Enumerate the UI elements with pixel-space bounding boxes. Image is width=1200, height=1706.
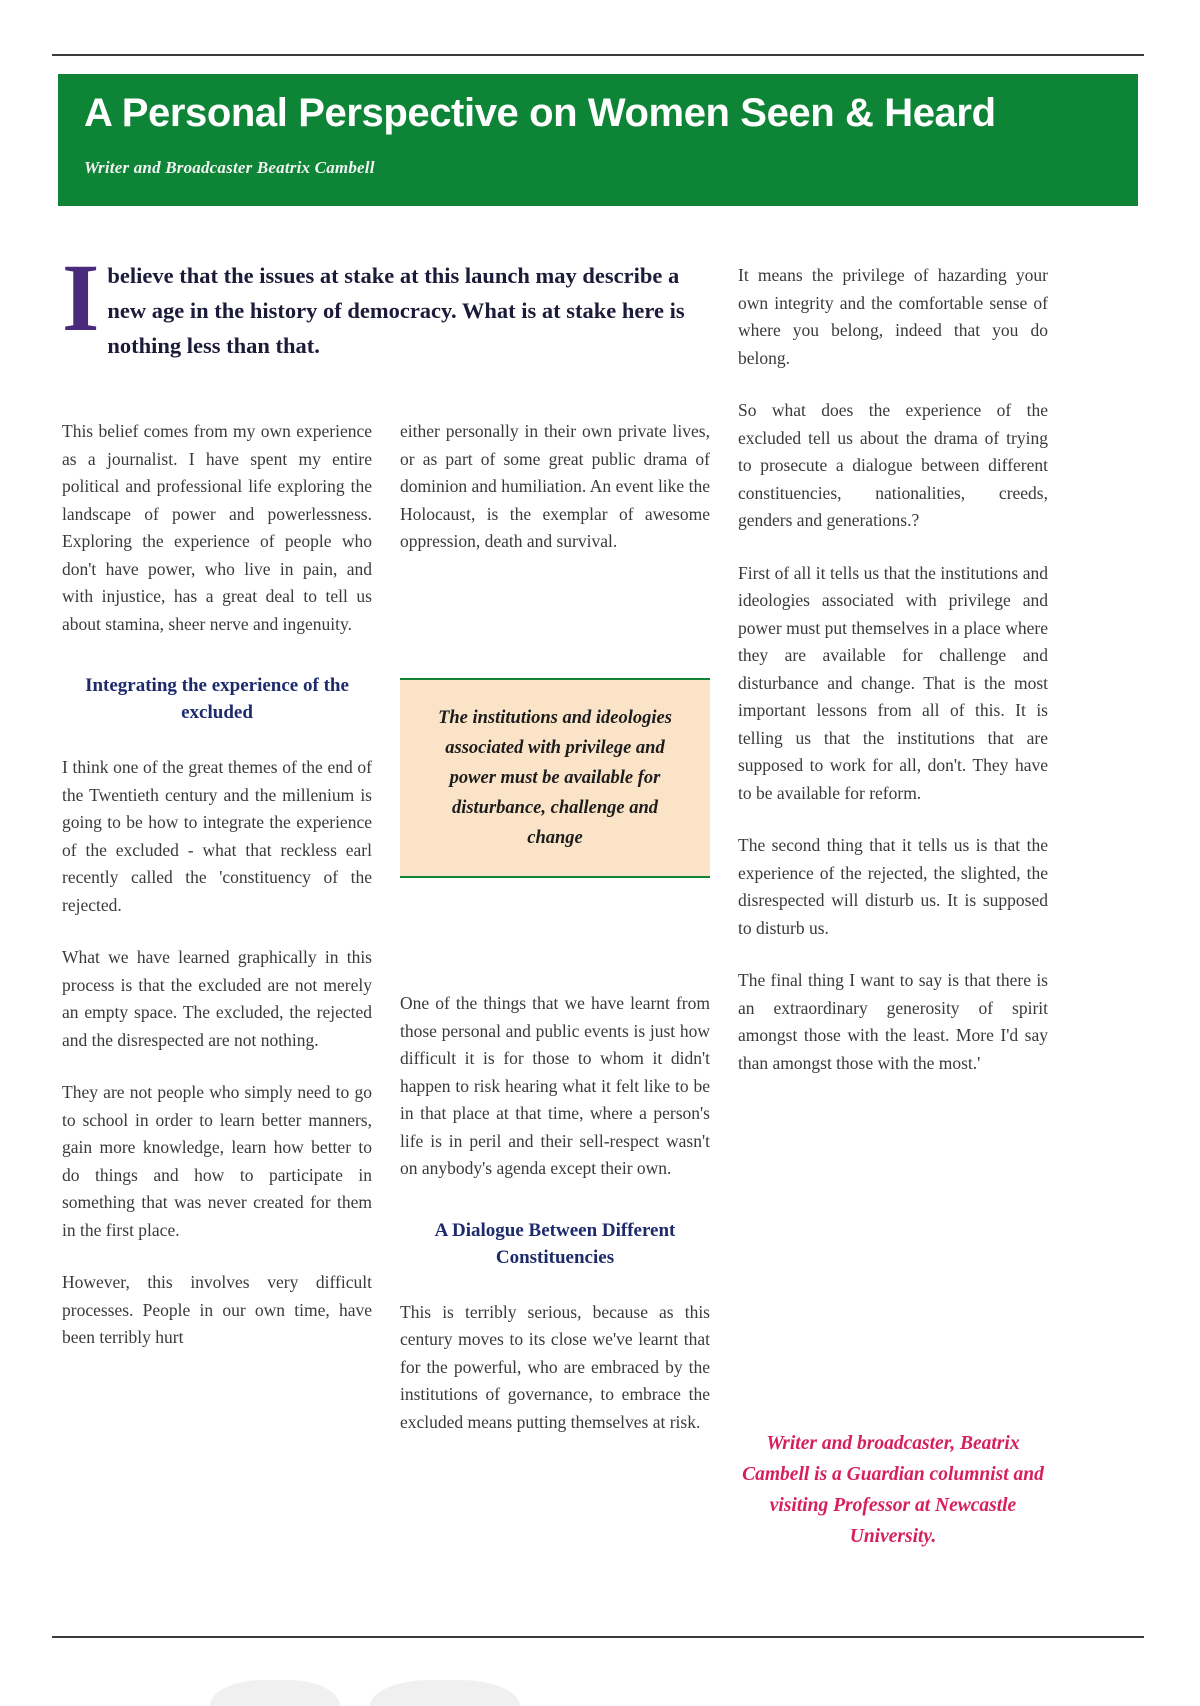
pull-quote-box bbox=[400, 678, 710, 878]
masthead-byline: Writer and Broadcaster Beatrix Cambell bbox=[84, 158, 375, 177]
top-rule bbox=[52, 54, 1144, 56]
page-title: A Personal Perspective on Women Seen & Heard bbox=[84, 91, 996, 135]
paragraph: The second thing that it tells us is that the experience of the rejected, the slighted, the disrespected will disturb us. It is supposed to disturb us. bbox=[738, 835, 1048, 938]
section-heading-integrating: Integrating the experience of the excluded bbox=[85, 675, 349, 723]
page-shadow-left bbox=[210, 1680, 340, 1706]
bottom-rule bbox=[52, 1636, 1144, 1638]
paragraph: This belief comes from my own experience as a journalist. I have spent my entire political and professional life exploring the landscape of power and powerlessness. Exploring the experience of people who don't have power, who live in pain, and with injustice, has a great deal to tell us about stamina, sheer nerve and ingenuity. bbox=[62, 421, 372, 634]
page-shadow-right bbox=[370, 1680, 520, 1706]
paragraph: I think one of the great themes of the end of the Twentieth century and the millenium is going to be how to integrate the experience of the excluded - what that reckless earl recently called the 'constituency of the rejected. bbox=[62, 757, 372, 915]
paragraph: However, this involves very difficult processes. People in our own time, have been terribly hurt bbox=[62, 1272, 372, 1347]
paragraph: either personally in their own private lives, or as part of some great public drama of dominion and humiliation. An event like the Holocaust, is the exemplar of awesome oppression, death and survival. bbox=[400, 421, 710, 551]
column-two-bottom bbox=[400, 990, 710, 1461]
paragraph: What we have learned graphically in this process is that the excluded are not merely an empty space. The excluded, the rejected and the disrespected are not nothing. bbox=[62, 947, 372, 1050]
column-three bbox=[738, 262, 1048, 1077]
paragraph: One of the things that we have learnt from those personal and public events is just how difficult it is for those to whom it didn't happen to risk hearing what it felt like to be in that place at that time, where a person's life is in peril and their sell-respect wasn't on anybody's agenda except their own. bbox=[400, 993, 710, 1178]
lead-text: believe that the issues at stake at this launch may describe a new age in the history of democracy. What is at stake here is nothing less than that. bbox=[107, 263, 685, 358]
drop-cap: I bbox=[62, 244, 100, 351]
paragraph: The final thing I want to say is that there is an extraordinary generosity of spirit amongst those with the least. More I'd say than amongst those with the most.' bbox=[738, 970, 1048, 1073]
paragraph: They are not people who simply need to go to school in order to learn better manners, gain more knowledge, learn how better to do things and how to participate in something that was never created for them in the first place. bbox=[62, 1082, 372, 1240]
paragraph: First of all it tells us that the institutions and ideologies associated with privilege and power must put themselves in a place where they are available for challenge and disturbance and change. That is the most important lessons from all of this. It is telling us that the institutions that are supposed to work for all, don't. They have to be available for reform. bbox=[738, 562, 1048, 803]
column-two-top bbox=[400, 418, 710, 556]
column-one bbox=[62, 418, 372, 1352]
paragraph: So what does the experience of the excluded tell us about the drama of trying to prosecute a dialogue between different constituencies, nationalities, creeds, genders and generations.? bbox=[738, 400, 1048, 530]
author-note: Writer and broadcaster, Beatrix Cambell is a Guardian columnist and visiting Professor at Newcastle University. bbox=[742, 1433, 1044, 1547]
paragraph: This is terribly serious, because as this century moves to its close we've learnt that for the powerful, who are embraced by the institutions of governance, to embrace the excluded means putting themselves at risk. bbox=[400, 1301, 710, 1432]
paragraph: It means the privilege of hazarding your own integrity and the comfortable sense of where you belong, indeed that you do belong. bbox=[738, 265, 1048, 368]
article-masthead bbox=[58, 74, 1138, 206]
section-heading-dialogue: A Dialogue Between Different Constituencies bbox=[434, 1219, 676, 1268]
lead-paragraph bbox=[62, 244, 722, 363]
pull-quote-text: The institutions and ideologies associated with privilege and power must be available for disturbance, challenge and change bbox=[438, 708, 672, 848]
